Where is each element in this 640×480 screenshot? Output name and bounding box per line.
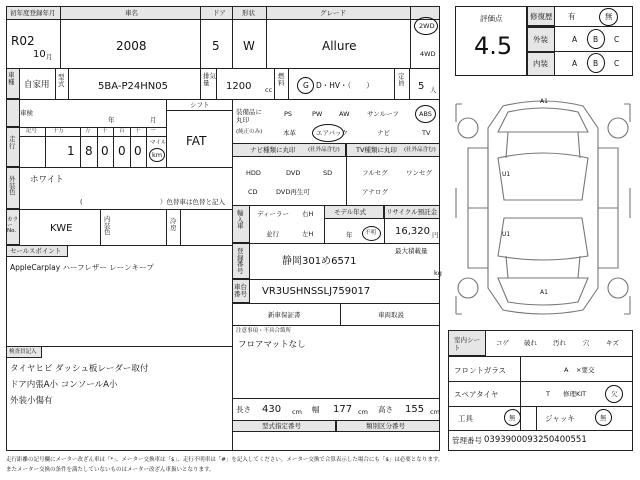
divider [55,68,56,99]
reg-year: R02 [11,34,35,48]
import-dealer: ディーラー [257,210,289,218]
navi-dvd-play: DVD再生可 [276,188,310,196]
capacity-unit: 人 [430,86,437,94]
divider [448,406,633,407]
divider [536,406,537,430]
model-year-unknown: 不明 [365,230,377,236]
usage-value: 自家用 [24,80,50,90]
equip-sunroof: サンルーフ [367,110,399,118]
divider [232,6,233,68]
mgmt-number-label: 管理番号 [452,436,482,445]
divider [6,68,440,69]
glass-opt-a: A [564,366,569,374]
glass-opt-replace: ×要交 [576,366,595,374]
odo-digit: 0 [134,144,142,158]
int-grade-b: B [593,59,599,68]
month-unit: 月 [46,53,53,61]
divider [180,209,181,245]
capacity-label: 定員 [398,72,405,87]
manual-label: 車両取説 [378,311,404,319]
new-warranty-label: 新車保証書 [268,311,301,319]
repair-no: 無 [605,12,613,21]
color-code-label: カラーNo. [7,217,19,234]
equipment-label: 装備品に丸印 [236,108,262,125]
navi-cd: CD [248,188,258,196]
diagram-label-rear: A1 [540,289,548,296]
spare-opt-missing: 欠 [611,390,618,398]
shape-label: 形状 [242,9,255,17]
car-damage-diagram [448,88,638,320]
grade-value: Allure [322,39,357,53]
shift-value: FAT [186,134,207,148]
divider [448,356,633,357]
divider [409,68,410,99]
notes-value: フロアマットなし [238,340,306,350]
exterior-color-label: 外装色 [9,175,16,196]
jack-value: 無 [600,414,607,422]
max-load-unit: kg [434,269,442,277]
inspection-year-unit: 年 [108,116,115,124]
reg-month: 10 [33,49,46,60]
width-unit: cm [358,408,368,416]
chassis-label: 車台番号 [234,283,247,298]
car-name: 2008 [116,39,147,53]
color-change-note: ）色替車は色替と記入 [160,198,225,206]
divider [113,128,114,167]
equip-navi: ナビ [377,129,390,137]
inspector-label: 検査員記入 [9,349,37,355]
divider [166,110,232,111]
equip-airbag: エアバック [316,129,348,137]
sales-points-label: セールスポイント [10,247,62,255]
repair-label: 修復歴 [530,12,553,21]
mileage-label: 走行 [9,135,16,150]
exterior-grade-label: 外装 [533,35,548,44]
recycle-amount: 16,320 [395,226,430,237]
divider [146,128,147,167]
displacement-label: 排気量 [203,72,216,87]
shift-label: シフト [190,101,210,109]
mgmt-number: 0393900093250400551 [484,435,587,445]
model-code: 5BA-P24HN05 [98,81,168,92]
divider [97,128,98,167]
fuel-g: G [303,81,309,90]
divider [232,325,440,326]
divider [6,209,232,210]
spare-tire-label: スペアタイヤ [454,390,499,399]
ext-grade-a: A [572,35,578,44]
tools-label: 工具 [458,414,473,423]
ext-grade-b: B [593,35,599,44]
odo-digit: 0 [101,144,109,158]
footer-note-2: またメーター交換の条件を満たしていないものはメーター改ざん車扱いとなります。 [6,467,215,473]
model-year-unit: 年 [346,231,353,239]
divider [274,68,275,99]
width-value: 177 [333,404,353,415]
seat-opt-burn: コゲ [496,339,509,347]
divider [80,128,81,167]
grade-label: グレード [320,9,346,17]
navi-dvd: DVD [286,169,301,177]
divider [266,6,267,68]
tools-value: 無 [509,414,516,422]
divider [340,303,341,325]
divider [130,128,131,167]
equip-aw: AW [339,110,350,118]
drive-4wd: 4WD [420,50,436,58]
divider [232,303,440,304]
max-load-label: 最大積載量 [395,247,428,255]
divider [200,68,201,99]
inspection-label: 車検 [20,109,33,117]
odo-unit-4: 百 [119,128,125,134]
score-label: 評価点 [480,14,503,23]
odo-unit-5: 十 [135,128,141,134]
height-label: 高さ [378,405,393,414]
divider [394,68,395,99]
diagram-label-left: U1 [502,171,511,178]
chassis-number: VR3USHNSSLJ759017 [262,286,371,297]
plate-number: 静岡301め6571 [282,256,357,267]
seat-opt-hole: 穴 [583,339,590,347]
exterior-color: ホワイト [30,175,64,185]
score-value: 4.5 [474,32,513,60]
odo-unit-3: 千 [102,128,108,134]
divider [232,243,440,244]
fuel-options: D・HV・（ ） [316,81,374,90]
equip-tv: TV [422,129,431,137]
navi-type-label: ナビ種類に丸印 [250,146,296,154]
equipment-sublabel: (純正のみ) [236,129,263,135]
seat-opt-scratch: キズ [606,339,619,347]
cc-unit: cc [265,86,273,94]
capacity-value: 5 [418,81,425,92]
seat-opt-stain: 汚れ [553,339,566,347]
tv-fullseg: フルセグ [362,169,388,177]
divider [6,167,232,168]
navi-sd: SD [323,169,333,177]
door-count: 5 [212,39,220,53]
interior-grade-label: 内装 [533,59,548,68]
repair-yes: 有 [568,12,576,21]
divider [166,209,167,245]
seat-label: 室内シート [454,336,480,353]
odo-digit: 8 [85,144,93,158]
divider [60,6,61,68]
import-right-hand: 右H [302,210,314,218]
recycle-deposit-label: リサイクル預託金 [386,208,438,216]
footer-note-1: 走行距離の記号欄にメーター改ざん車は「*」、メーター交換車は「$」、走行不明車は「#」を記入してください。メーター交換で合算表示した場合にも「$」は必要となります。 [6,457,444,463]
equip-leather: 本革 [283,129,296,137]
divider [100,209,101,245]
equip-ps: PS [284,110,293,118]
door-label: ドア [213,9,226,17]
equip-pw: PW [312,110,323,118]
divider [232,398,440,399]
int-grade-a: A [572,59,578,68]
inspection-label-cell [6,99,20,127]
sales-points: AppleCarplay ハーフレザー レーンキープ [10,263,154,272]
recycle-yen: 円 [432,231,439,239]
seat-opt-tear: 破れ [524,339,537,347]
odo-unit-2: 万 [85,128,91,134]
height-unit: cm [430,408,440,416]
aircon-label: 冷房 [170,217,177,232]
interior-color-label: 内装色 [104,215,111,236]
divider [232,99,440,100]
mile-label: マイル [150,140,167,146]
spare-opt-t: T [546,390,550,398]
ext-grade-c: C [614,35,620,44]
inspection-month-unit: 月 [150,116,157,124]
jack-label: ジャッキ [545,414,575,423]
width-label: 幅 [312,405,320,414]
tv-oneseg: ワンセグ [406,169,432,177]
inspector-note: 外装小傷有 [10,396,53,406]
odo-unit-6: 一 [150,128,156,134]
odo-digit: 1 [67,144,75,158]
navi-type-sub: (社外品含む) [308,147,340,153]
model-code-label: 型式 [58,73,65,88]
height-value: 155 [405,404,425,415]
navi-hdd: HDD [246,169,261,177]
length-value: 430 [262,404,282,415]
notes-label: 注意事項・不具合箇所 [236,328,292,334]
divider [200,6,201,68]
reg-date-label: 初年度登録年月 [10,9,56,17]
km-label: km [152,151,163,159]
glass-label: フロントガラス [454,366,507,375]
color-change-bracket: ( [80,198,83,206]
drive-2wd: 2WD [419,22,435,30]
color-code: KWE [50,223,73,234]
fuel-label: 燃料 [278,72,285,87]
diagram-label-front: A1 [540,98,548,105]
equip-abs: ABS [419,110,432,118]
import-label: 輸入車 [237,209,244,230]
body-shape: W [243,39,255,53]
type-num-label: 型式指定番号 [262,422,301,430]
divider [448,381,633,382]
class-num-label: 類別区分番号 [366,422,405,430]
divider [232,279,440,280]
vehicle-type-label: 車種 [8,71,15,86]
divider [346,143,347,205]
import-parallel: 並行 [266,230,279,238]
divider [68,68,69,99]
divider [216,68,217,99]
tv-analog: アナログ [362,188,388,196]
diagram-label-left-rear: U1 [502,231,511,238]
car-name-label: 車名 [125,9,138,17]
divider [448,430,633,431]
displacement-value: 1200 [226,81,252,92]
inspector-note: ドア内張A小 コンソールA小 [10,380,118,390]
tv-type-sub: (社外品含む) [404,147,436,153]
inspector-note: タイヤヒビ ダッシュ板レーダー取付 [10,364,149,374]
spare-opt-kit: 修理KIT [563,390,587,398]
divider [45,128,46,167]
import-left-hand: 左H [302,230,314,238]
divider [288,68,289,99]
plate-label: 登録番号 [237,247,244,275]
model-year-label: モデル年式 [334,208,367,216]
odo-digit: 0 [118,144,126,158]
odo-unit-1: 十万 [53,128,65,134]
odo-unit-0: 記号 [26,128,38,134]
length-unit: cm [292,408,302,416]
length-label: 長さ [236,405,251,414]
tv-type-label: TV種類に丸印 [356,146,397,154]
int-grade-c: C [614,59,620,68]
divider [410,6,411,68]
divider [20,136,166,137]
